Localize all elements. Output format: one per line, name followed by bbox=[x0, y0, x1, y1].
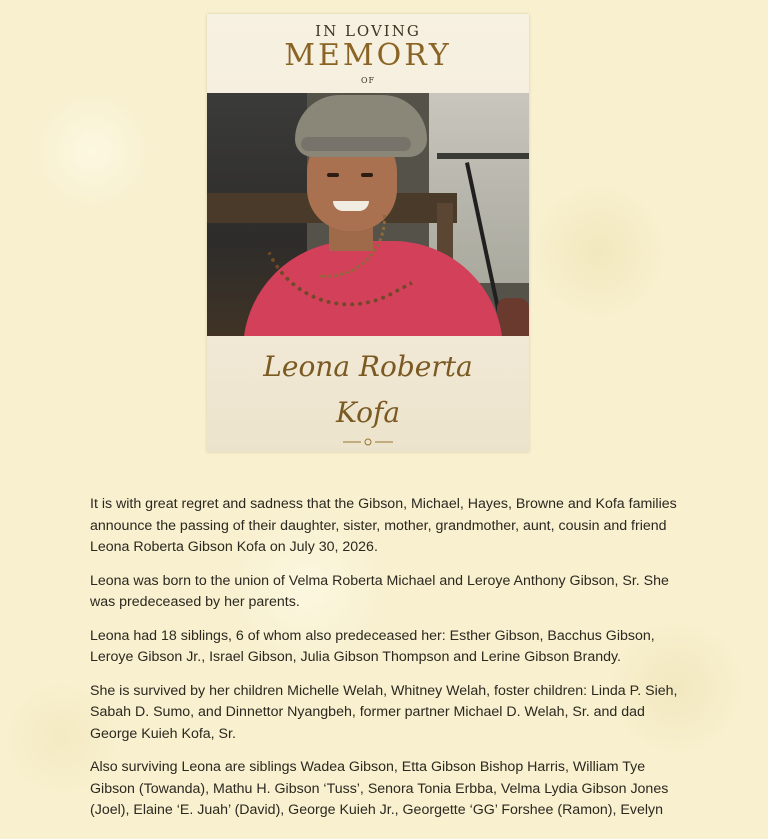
deceased-name-first: Leona Roberta bbox=[263, 350, 473, 383]
header-memory: MEMORY bbox=[284, 38, 452, 73]
obituary-text bbox=[90, 494, 690, 834]
obituary-paragraph: It is with great regret and sadness that the Gibson, Michael, Hayes, Browne and Kofa families announce the passing of their daughter, sister, mother, grandmother, aunt, cousin and friend Leona Roberta Gibson Kofa on July 30, 2026. bbox=[90, 496, 677, 555]
obituary-paragraph: Leona had 18 siblings, 6 of whom also predeceased her: Esther Gibson, Bacchus Gibson, Leroye Gibson Jr., Israel Gibson, Julia Gibson Thompson and Lerine Gibson Brandy. bbox=[90, 627, 655, 665]
obituary-paragraph: Leona was born to the union of Velma Roberta Michael and Leroye Anthony Gibson, Sr. She was predeceased by her parents. bbox=[90, 572, 669, 610]
deceased-name-last: Kofa bbox=[335, 396, 401, 429]
memorial-card bbox=[207, 14, 529, 452]
obituary-paragraph: She is survived by her children Michelle Welah, Whitney Welah, foster children: Linda P. Sieh, Sabah D. Sumo, and Dinnettor Nyangbeh, former partner Michael D. Welah, Sr. and dad George Kuieh Kofa, Sr. bbox=[90, 682, 678, 742]
obituary-paragraph: Also surviving Leona are siblings Wadea Gibson, Etta Gibson Bishop Harris, William Tye Gibson (Towanda), Mathu H. Gibson ‘Tuss’, Senora Tonia Erbba, Velma Lydia Gibson Jones (Joel), Elaine ‘E. Juah’ (David), George Kuieh Jr., Georgette ‘GG’ Forshee (Ramon), Evelyn bbox=[90, 759, 669, 818]
header-of: OF bbox=[360, 76, 376, 85]
card-name-panel bbox=[207, 336, 529, 452]
portrait-photo bbox=[207, 93, 529, 336]
header-in-loving: IN LOVING bbox=[315, 22, 421, 40]
flourish-ornament-icon bbox=[343, 438, 393, 446]
card-header bbox=[207, 14, 529, 92]
